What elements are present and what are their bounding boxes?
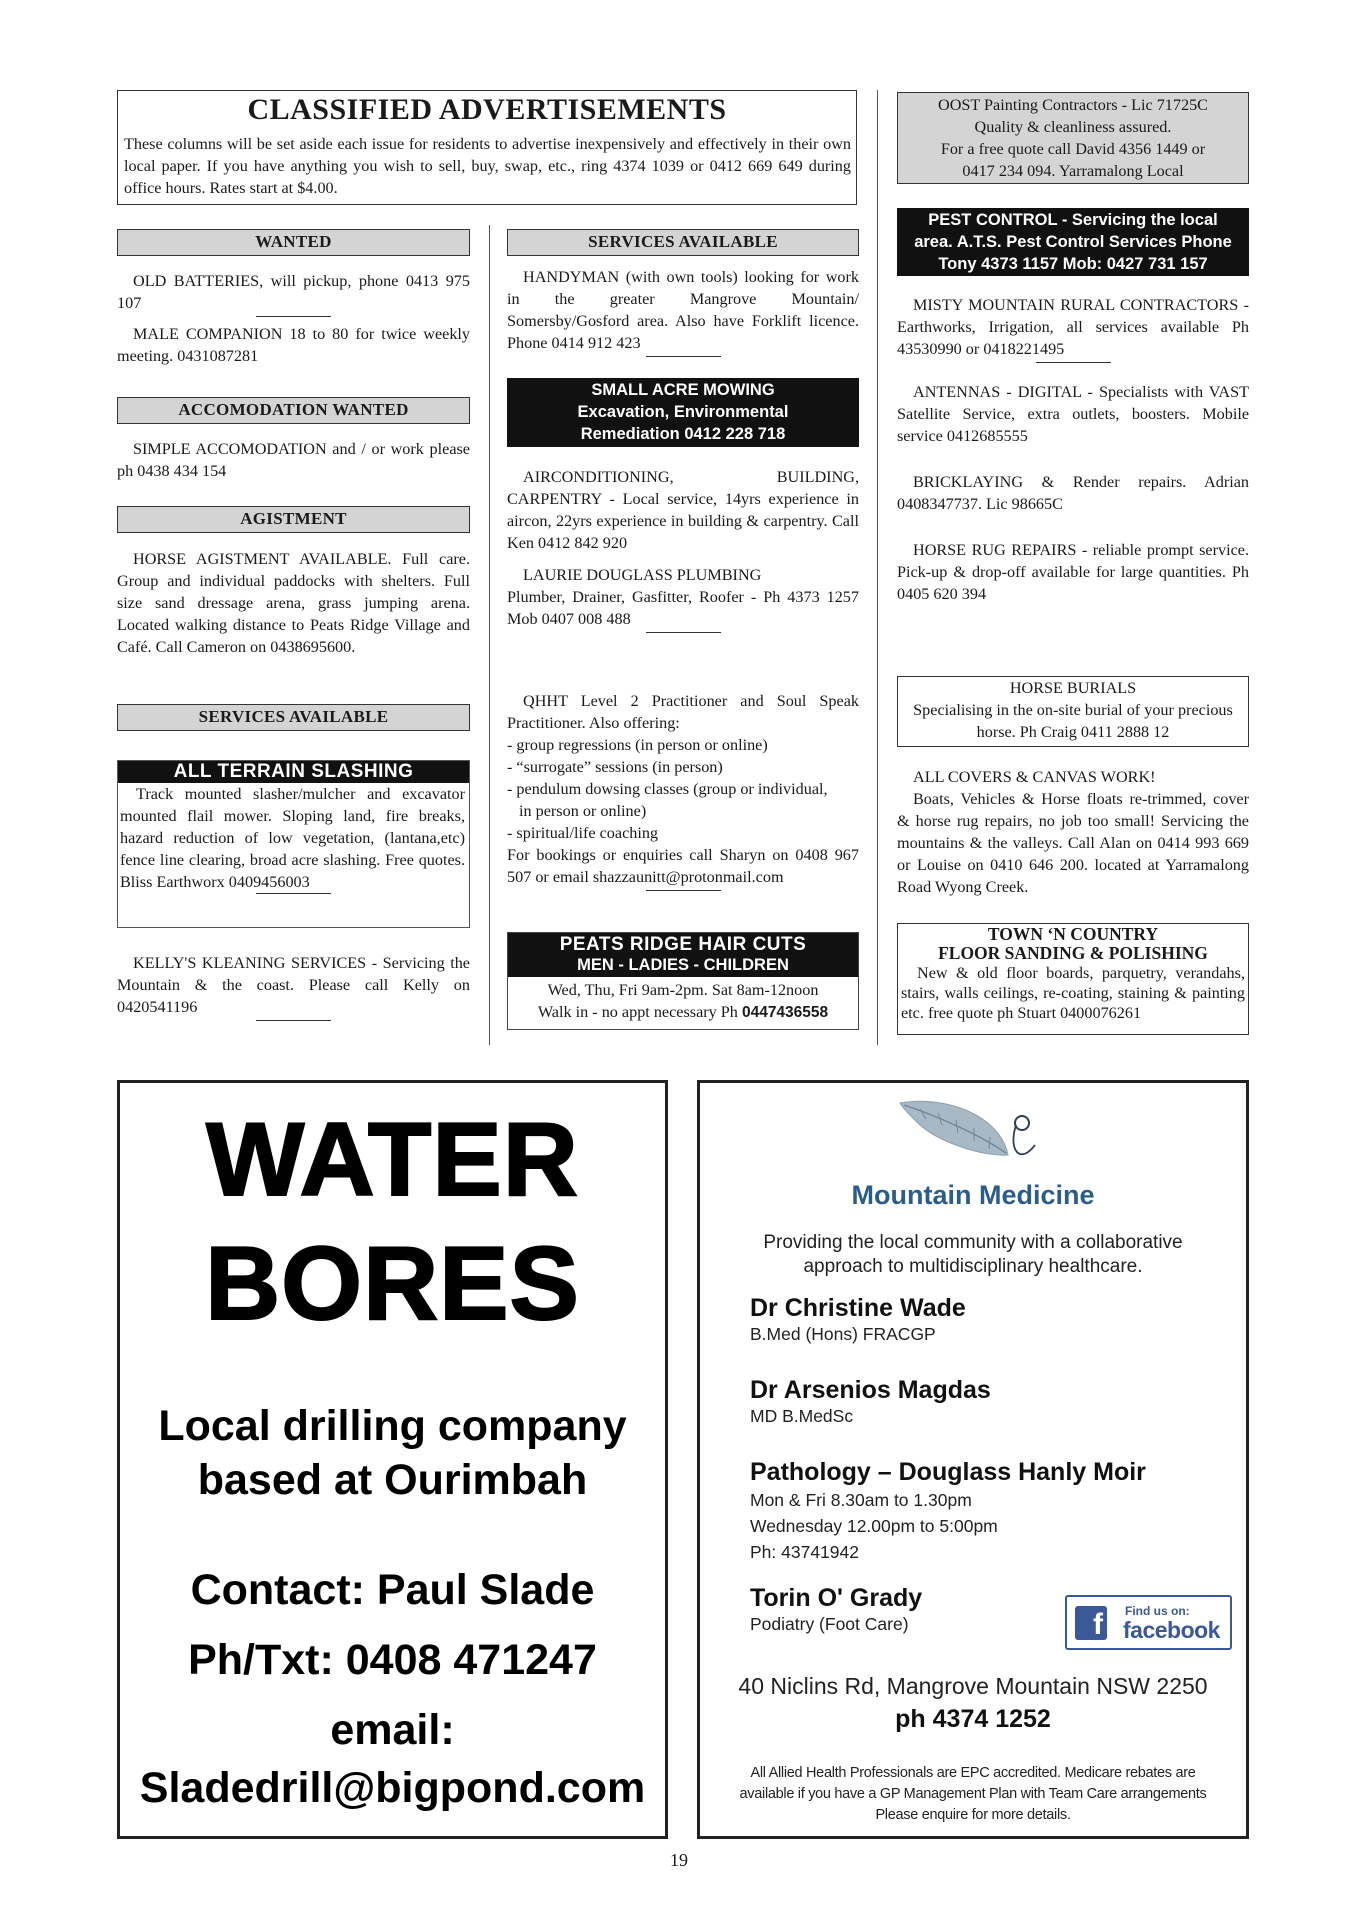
water-bores-line-3: Local drilling company	[158, 1402, 627, 1450]
services-available-heading-2: SERVICES AVAILABLE	[507, 229, 859, 256]
page-number: 19	[670, 1850, 688, 1870]
mountain-medicine-logo	[890, 1095, 1040, 1177]
water-bores-contact: Contact: Paul Slade	[190, 1566, 595, 1614]
separator	[646, 890, 721, 891]
misty-mountain-ad	[897, 294, 1249, 605]
medicine-phone: ph 4374 1252	[895, 1705, 1051, 1733]
facebook-badge[interactable]	[1065, 1595, 1232, 1650]
dr2-name: Dr Arsenios Magdas	[750, 1376, 991, 1404]
dr1-name: Dr Christine Wade	[750, 1294, 966, 1322]
all-covers-text: Boats, Vehicles & Horse floats re-trimmed, cover & horse rug repairs, no job too small! Servicing the mountains & the valleys. Call Alan on 0414 993 669 or Louise on 0410 646 200. located at Yarramalong Road Wyong Creek.	[897, 790, 1249, 896]
medicine-tagline-2: approach to multidisciplinary healthcare.	[803, 1256, 1143, 1277]
medicine-tagline-1: Providing the local community with a collaborative	[763, 1232, 1183, 1253]
floor-text: New & old floor boards, parquetry, verandahs, stairs, walls ceilings, re-coating, staining & painting etc. free quote ph Stuart 0400076261	[901, 964, 1245, 1022]
hair-cuts-hours: Wed, Thu, Fri 9am-2pm. Sat 8am-12noon	[547, 981, 819, 999]
wanted-ad-batteries	[117, 270, 470, 367]
agistment-ad: HORSE AGISTMENT AVAILABLE. Full care. Group and individual paddocks with shelters. Full size sand dressage arena, grass jumping arena. Located walking distance to Peats Ridge Village and Café. Call Cameron on 0438695600.	[117, 550, 470, 656]
pathology-hours-2: Wednesday 12.00pm to 5:00pm	[750, 1516, 998, 1536]
facebook-find-us: Find us on:	[1125, 1604, 1190, 1618]
separator	[646, 632, 721, 633]
hair-cuts-subtitle: MEN - LADIES - CHILDREN	[577, 956, 789, 974]
medicine-footnote-2: available if you have a GP Management Plan with Team Care arrangements	[739, 1786, 1207, 1802]
pest-line-1: PEST CONTROL - Servicing the local	[928, 211, 1218, 229]
hair-cuts-title: PEATS RIDGE HAIR CUTS	[559, 934, 807, 955]
water-bores-phone: Ph/Txt: 0408 471247	[188, 1636, 597, 1684]
dr1-qualification: B.Med (Hons) FRACGP	[750, 1324, 936, 1344]
separator	[1036, 362, 1111, 363]
plumbing-text: Plumber, Drainer, Gasfitter, Roofer - Ph 4373 1257 Mob 0407 008 488	[507, 588, 859, 628]
small-acre-mowing-ad	[507, 378, 859, 447]
water-bores-ad	[117, 1080, 668, 1839]
handyman-text: HANDYMAN (with own tools) looking for work in the greater Mangrove Mountain/ Somersby/Gosford area. Also have Forklift licence. Phone 0414 912 423	[507, 268, 859, 352]
facebook-icon: f	[1075, 1606, 1107, 1640]
pest-line-3: Tony 4373 1157 Mob: 0427 731 157	[938, 255, 1208, 273]
mowing-line-3: Remediation 0412 228 718	[580, 425, 786, 443]
floor-title-2: FLOOR SANDING & POLISHING	[938, 943, 1208, 963]
separator	[256, 893, 331, 894]
agistment-heading: AGISTMENT	[117, 506, 470, 533]
misty-mountain-text: MISTY MOUNTAIN RURAL CONTRACTORS - Earthworks, Irrigation, all services available Ph 43530990 or 0418221495	[897, 296, 1249, 358]
horse-burials-text: Specialising in the on-site burial of your precious horse. Ph Craig 0411 2888 12	[913, 701, 1233, 741]
water-bores-email: Sladedrill@bigpond.com	[139, 1764, 646, 1812]
accomodation-heading: ACCOMODATION WANTED	[117, 397, 470, 424]
podiatrist-name: Torin O' Grady	[750, 1584, 923, 1612]
separator	[256, 316, 331, 317]
doctor-list	[750, 1293, 1210, 1635]
floor-sanding-ad	[897, 923, 1249, 1035]
all-covers-ad	[897, 766, 1249, 898]
mowing-line-2: Excavation, Environmental	[577, 403, 789, 421]
antennas-text: ANTENNAS - DIGITAL - Specialists with VAST Satellite Service, extra outlets, boosters. Mobile service 0412685555	[897, 383, 1249, 445]
wanted-batteries-text: OLD BATTERIES, will pickup, phone 0413 975 107	[117, 272, 470, 312]
medicine-footnote-3: Please enquire for more details.	[875, 1807, 1071, 1823]
qhht-ad	[507, 690, 859, 897]
mowing-line-1: SMALL ACRE MOWING	[591, 381, 775, 399]
wanted-heading: WANTED	[117, 229, 470, 256]
qhht-item-3: - pendulum dowsing classes (group or individual,	[507, 780, 828, 798]
oost-line-2: Quality & cleanliness assured.	[974, 118, 1172, 136]
oost-line-4: 0417 234 094. Yarramalong Local	[962, 162, 1184, 180]
qhht-item-2: - “surrogate” sessions (in person)	[507, 758, 723, 776]
water-bores-title-1: WATER	[206, 1102, 579, 1218]
slashing-banner: ALL TERRAIN SLASHING	[118, 761, 469, 783]
column-divider-left	[489, 225, 490, 1045]
water-bores-title-2: BORES	[205, 1226, 580, 1342]
aircon-ad	[507, 466, 859, 639]
pathology-name: Pathology – Douglass Hanly Moir	[750, 1458, 1146, 1486]
qhht-item-5: - spiritual/life coaching	[507, 824, 659, 842]
water-bores-email-label: email:	[330, 1706, 455, 1754]
aircon-text: AIRCONDITIONING, BUILDING, CARPENTRY - Local service, 14yrs experience in aircon, 22yrs experience in building & carpentry. Call Ken 0412 842 920	[507, 468, 859, 552]
dr2-qualification: MD B.MedSc	[750, 1406, 854, 1426]
handyman-ad	[507, 266, 859, 363]
wanted-companion-text: MALE COMPANION 18 to 80 for twice weekly meeting. 0431087281	[117, 325, 470, 365]
slashing-body: Track mounted slasher/mulcher and excavator mounted flail mower. Sloping land, fire breaks, hazard reduction of low vegetation, (lantana,etc) fence line clearing, broad acre slashing. Free quotes. Bliss Earthworx 0409456003	[120, 785, 465, 891]
hair-cuts-banner	[508, 933, 858, 977]
podiatrist-role: Podiatry (Foot Care)	[750, 1614, 909, 1634]
facebook-wordmark: facebook	[1123, 1617, 1220, 1643]
hair-cuts-phone: 0447436558	[741, 1004, 829, 1021]
pest-line-2: area. A.T.S. Pest Control Services Phone	[914, 233, 1232, 251]
water-bores-line-4: based at Ourimbah	[197, 1456, 588, 1504]
pathology-phone: Ph: 43741942	[750, 1542, 859, 1562]
separator	[256, 1020, 331, 1021]
services-available-heading: SERVICES AVAILABLE	[117, 704, 470, 731]
pest-control-ad	[897, 208, 1249, 276]
horse-burials-title: HORSE BURIALS	[1009, 679, 1137, 697]
oost-line-1: OOST Painting Contractors - Lic 71725C	[938, 96, 1208, 114]
kelly-kleaning-text: KELLY'S KLEANING SERVICES - Servicing the Mountain & the coast. Please call Kelly on 0420541196	[117, 954, 470, 1016]
qhht-contact: For bookings or enquiries call Sharyn on 0408 967 507 or email shazzaunitt@protonmail.com	[507, 846, 859, 886]
oost-line-3: For a free quote call David 4356 1449 or	[940, 140, 1206, 158]
hair-cuts-walkin	[508, 1001, 858, 1024]
mountain-medicine-ad	[697, 1080, 1249, 1839]
qhht-item-4: in person or online)	[519, 802, 647, 820]
kelly-kleaning-ad	[117, 952, 470, 1027]
slashing-ad	[117, 760, 470, 928]
separator	[646, 356, 721, 357]
stethoscope-icon	[1015, 1116, 1029, 1130]
column-divider-right	[877, 90, 878, 1045]
floor-title-1: TOWN ‘N COUNTRY	[987, 924, 1159, 944]
classified-header	[117, 90, 857, 205]
oost-painting-ad	[897, 92, 1249, 184]
medicine-address: 40 Niclins Rd, Mangrove Mountain NSW 2250	[738, 1673, 1208, 1699]
intro-text: These columns will be set aside each issue for residents to advertise inexpensively and effectively in their own local paper. If you have anything you wish to sell, buy, swap, etc., ring 4374 1039 or 0412 669 649 during office hours. Rates start at $4.00.	[124, 135, 851, 197]
page-title: CLASSIFIED ADVERTISEMENTS	[247, 93, 727, 126]
mountain-medicine-brand: Mountain Medicine	[851, 1180, 1095, 1210]
qhht-item-1: - group regressions (in person or online)	[507, 736, 768, 754]
pathology-hours-1: Mon & Fri 8.30am to 1.30pm	[750, 1490, 972, 1510]
accomodation-ad: SIMPLE ACCOMODATION and / or work please ph 0438 434 154	[117, 440, 470, 480]
all-covers-title: ALL COVERS & CANVAS WORK!	[913, 768, 1156, 786]
qhht-intro: QHHT Level 2 Practitioner and Soul Speak Practitioner. Also offering:	[507, 692, 859, 732]
bricklaying-text: BRICKLAYING & Render repairs. Adrian 0408347737. Lic 98665C	[897, 473, 1249, 513]
hair-cuts-walkin-text: Walk in - no appt necessary Ph	[537, 1003, 738, 1021]
hair-cuts-ad	[507, 932, 859, 1030]
medicine-footnote-1: All Allied Health Professionals are EPC accredited. Medicare rebates are	[750, 1765, 1196, 1781]
horse-burials-ad	[897, 676, 1249, 747]
horse-rug-text: HORSE RUG REPAIRS - reliable prompt service. Pick-up & drop-off available for large quantities. Ph 0405 620 394	[897, 541, 1249, 603]
plumbing-title: LAURIE DOUGLASS PLUMBING	[523, 566, 762, 584]
